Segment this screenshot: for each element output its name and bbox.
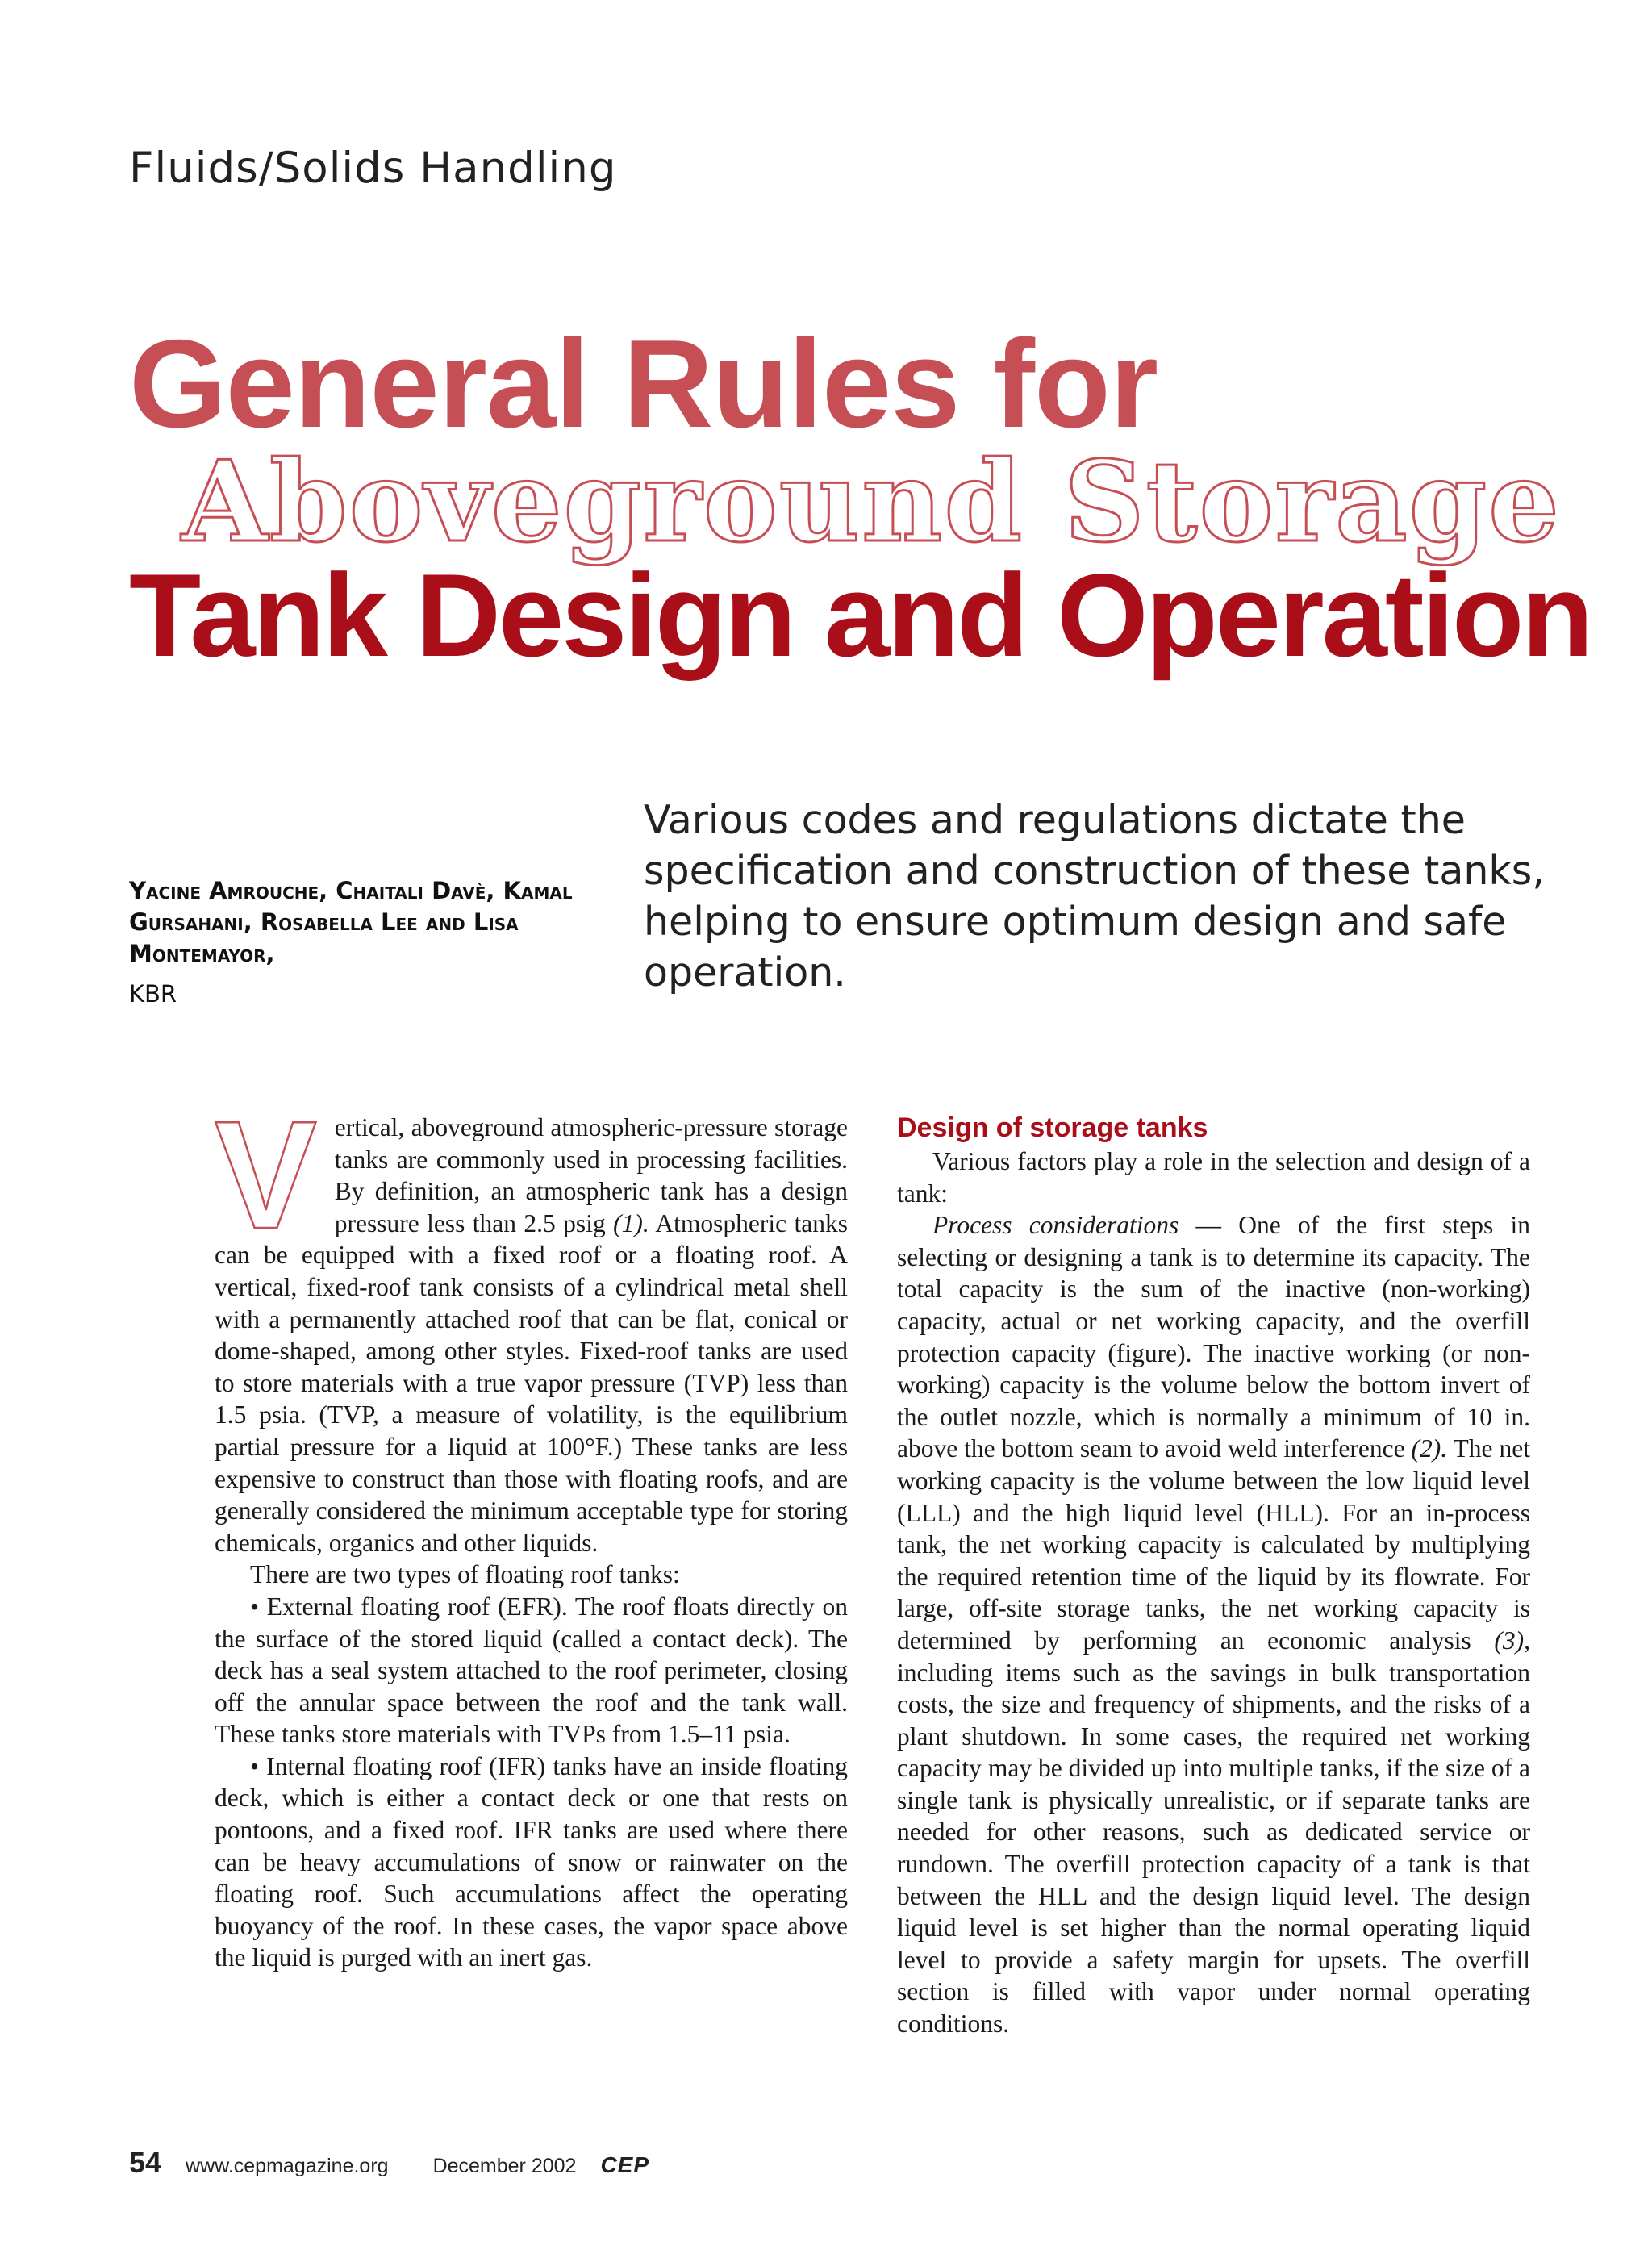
magazine-url: www.cepmagazine.org (186, 2155, 389, 2177)
reference-citation: (2). (1411, 1434, 1448, 1463)
title-line-2: Aboveground Storage (181, 436, 1561, 567)
page-number: 54 (129, 2146, 162, 2179)
page-footer (129, 2146, 649, 2180)
section-heading: Design of storage tanks (897, 1112, 1208, 1143)
run-in-label: Process considerations (932, 1211, 1179, 1240)
title-line-1: General Rules for (129, 314, 1158, 453)
paragraph: Various factors play a role in the selection and design of a tank: (897, 1147, 1530, 1208)
drop-cap: V (215, 1090, 317, 1261)
paragraph: There are two types of floating roof tanks: (250, 1560, 680, 1589)
title-line-3: Tank Design and Operation (129, 549, 1592, 681)
bullet-paragraph: • External floating roof (EFR). The roof floats directly on the surface of the stored liquid (called a contact deck). The deck has a seal system attached to the roof perimeter, closing off the annular space between the roof and the tank wall. These tanks store materials with TVPs from 1.5–11 psia. (215, 1592, 848, 1749)
article-deck: Various codes and regulations dictate the specification and construction of these tanks, helping to ensure optimum design and safe operation. (644, 797, 1545, 995)
author-affiliation: KBR (129, 980, 177, 1008)
issue-date: December 2002 (432, 2155, 577, 2177)
paragraph: Vertical, aboveground atmospheric-pressure storage tanks are commonly used in processing facilities. By definition, an atmospheric tank has a design pressure less than 2.5 psig (1). Atmospheric tanks can be equipped with a fixed roof or a floating roof. A vertical, fixed-roof tank consists of a cylindrical metal shell with a permanently attached roof that can be flat, conical or dome-shaped, among other styles. Fixed-roof tanks are used to store materials with a true vapor pressure (TVP) less than 1.5 psia. (TVP, a measure of volatility, is the equilibrium partial pressure for a liquid at 100°F.) These tanks are less expensive to construct than those with floating roofs, and are generally considered the minimum acceptable type for storing chemicals, organics and other liquids. (215, 1090, 849, 1557)
magazine-logo: CEP (600, 2152, 650, 2177)
bullet-paragraph: • Internal floating roof (IFR) tanks have an inside floating deck, which is either a contact deck or one that rests on pontoons, and a fixed roof. IFR tanks are used where there can be heavy accumulations of snow or rainwater on the floating roof. Such accumulations affect the operating buoyancy of the roof. In these cases, the vapor space above the liquid is purged with an inert gas. (215, 1751, 848, 1972)
body-column-left (215, 1090, 849, 1974)
author-list: Yacine Amrouche, Chaitali Davè, Kamal Gursahani, Rosabella Lee and Lisa Montemayor, (129, 877, 573, 967)
reference-citation: (1). (613, 1208, 649, 1237)
body-column-right (897, 1112, 1530, 2040)
paragraph: Process considerations — One of the first steps in selecting or designing a tank is to determine its capacity. The total capacity is the sum of the inactive (non-working) capacity, actual or net working capacity, and the overfill protection capacity (figure). The inactive working (or non-working) capacity is the volume below the bottom invert of the outlet nozzle, which is normally a minimum of 10 in. above the bottom seam to avoid weld interference (2). The net working capacity is the volume between the low liquid level (LLL) and the high liquid level (HLL). For an in-process tank, the net working capacity is calculated by multiplying the required retention time of the liquid by its flowrate. For large, off-site storage tanks, the net working capacity is determined by performing an economic analysis (3), including items such as the savings in bulk transportation costs, the size and frequency of shipments, and the risks of a plant shutdown. In some cases, the required net working capacity may be divided up into multiple tanks, if the size of a single tank is physically unrealistic, or if separate tanks are needed for other reasons, such as dedicated service or rundown. The overfill protection capacity of a tank is that between the HLL and the design liquid level. The design liquid level is set higher than the normal operating liquid level to provide a safety margin for upsets. The overfill section is filled with vapor under normal operating conditions. (897, 1211, 1530, 2039)
reference-citation: (3), (1494, 1626, 1530, 1655)
section-label: Fluids/Solids Handling (129, 144, 617, 193)
